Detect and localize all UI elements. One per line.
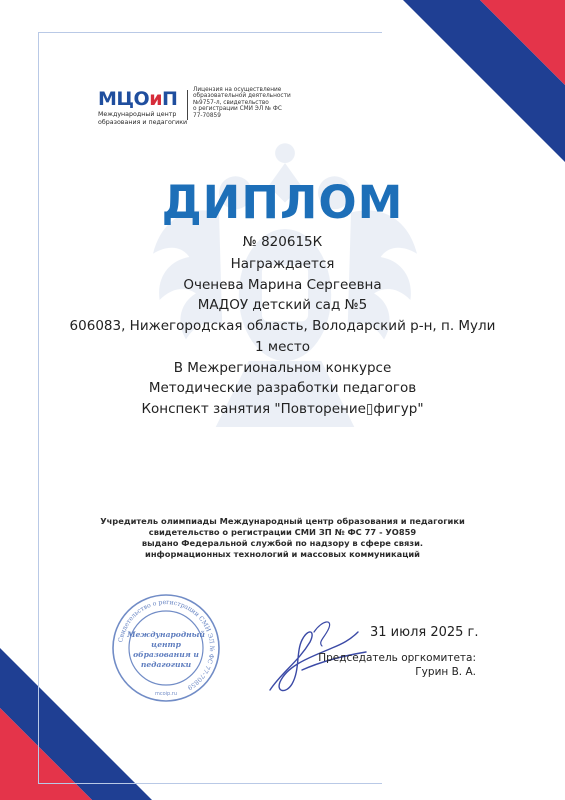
work-title: Конспект занятия "Повторение▯фигур" [141, 401, 424, 417]
svg-text:педагогики: педагогики [140, 660, 192, 669]
nomination: Методические разработки педагогов [148, 380, 417, 396]
svg-text:mcoip.ru: mcoip.ru [154, 691, 178, 697]
institution: МАДОУ детский сад №5 [197, 297, 368, 313]
chair-block [313, 651, 476, 679]
svg-text:центр: центр [151, 640, 181, 649]
svg-text:Свидетельство о регистрации СМ: Свидетельство о регистрации СМИ ЭЛ № ФС 77-70859 [117, 598, 216, 691]
mcoip-logo [98, 88, 188, 126]
svg-text:образования и: образования и [133, 650, 199, 659]
logo-divider [187, 90, 188, 120]
awarded-label: Награждается [230, 256, 335, 272]
chair-name: Гурин В. А. [415, 666, 476, 678]
founder-info: Учредитель олимпиады Международный центр образования и педагогики свидетельство о регистрации СМИ ЗП № ФС 77 - УО859 выдано Федеральной службой по надзору в сфере связи. информационных технологий и массовых коммуникаций [100, 516, 465, 559]
organization-stamp [110, 592, 222, 704]
place: 1 место [255, 339, 310, 355]
license-text: Лицензия на осуществление образовательной деятельности №9757-л, свидетельство о регистрации СМИ ЭЛ № ФС 77-70859 [193, 87, 291, 119]
logo-wordmark: МЦОиП [98, 88, 178, 110]
logo-subtitle: Международный центр образования и педагогики [98, 111, 188, 126]
address: 606083, Нижегородская область, Володарский р-н, п. Мули [69, 318, 496, 334]
contest-line: В Межрегиональном конкурсе [173, 360, 392, 376]
recipient-name: Оченева Марина Сергеевна [183, 277, 382, 293]
svg-text:Международный: Международный [127, 630, 205, 639]
chair-role: Председатель оргкомитета: [318, 652, 476, 664]
diploma-number: № 820615К [242, 234, 323, 250]
diploma-title: ДИПЛОМ [161, 176, 404, 229]
issue-date: 31 июля 2025 г. [370, 625, 479, 640]
